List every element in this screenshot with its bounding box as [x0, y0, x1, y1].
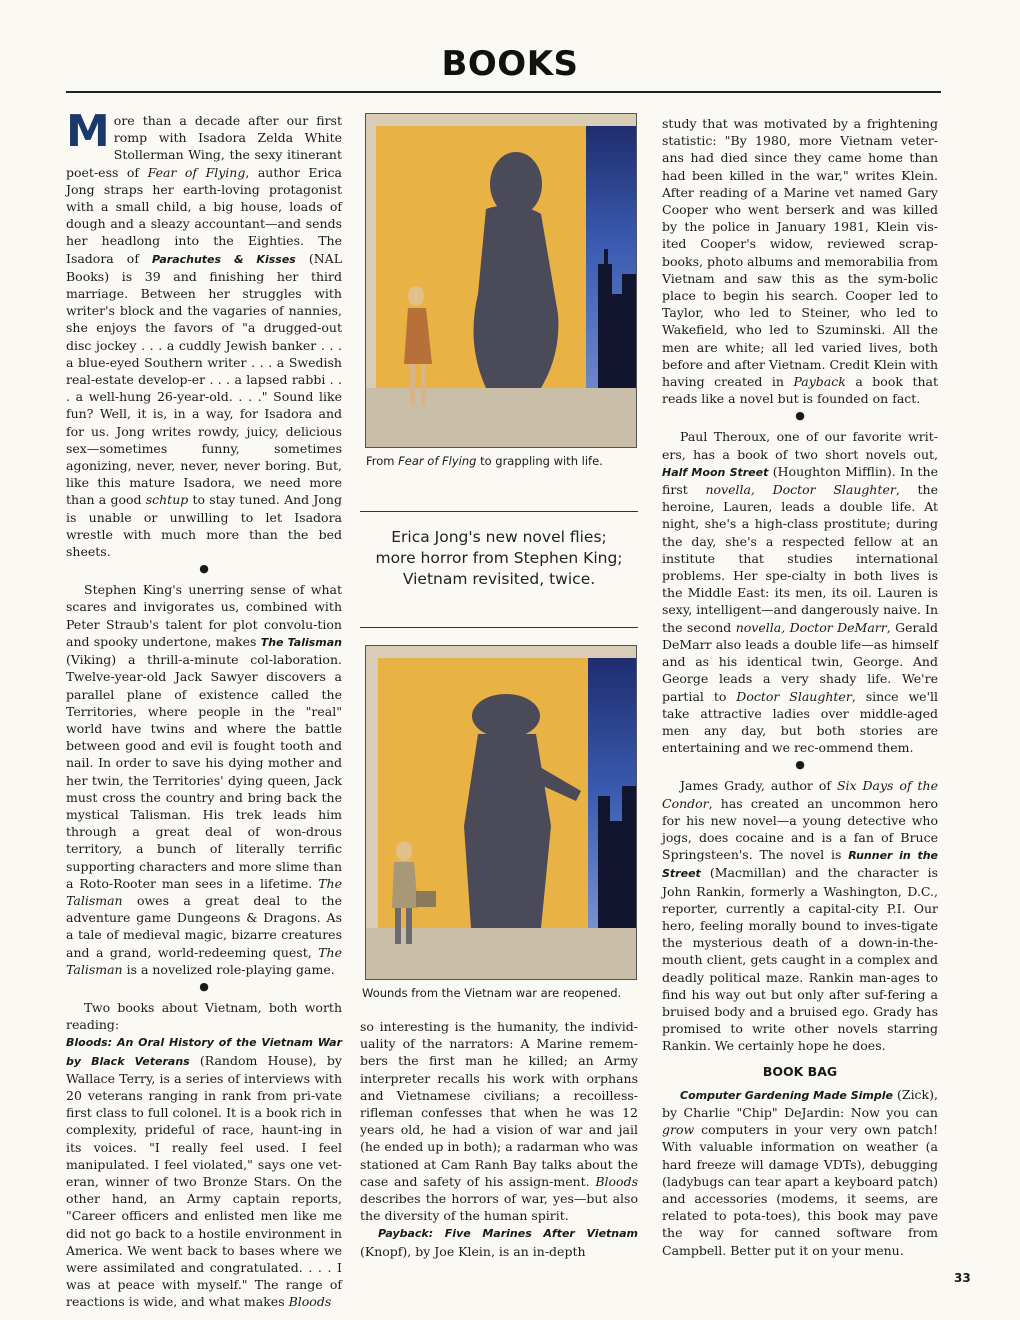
caption-bottom: Wounds from the Vietnam war are reopened.	[362, 986, 622, 1000]
book-title: Payback: Five Marines After Vietnam	[378, 1227, 638, 1241]
book-title: Fear of Flying	[147, 164, 246, 180]
book-title: The Talisman	[260, 635, 342, 649]
column-3	[662, 115, 938, 1259]
section-title: BOOKS	[441, 44, 579, 84]
book-title: Parachutes & Kisses	[151, 252, 296, 266]
jong-review: More than a decade after our first romp with Isadora Zelda White Stollerman Wing, the sexy itinerant poet-ess of Fear of Flying, author Erica Jong straps her earth-loving protagonist with a small child, a big house, loads of dough and a sleazy accountant—and sends her headlong into the Eighties. The Isadora of Parachutes & Kisses (NAL Books) is 39 and finishing her third marriage. Between her struggles with writer's block and the vagaries of nannies, she enjoys the favors of "a drugged-out disc jockey . . . a cuddly Jewish banker . . . a blue-eyed Southern writer . . . a Swedish real-estate develop-er . . . a lapsed rabbi . . . a well-hung 26-year-old. . . ." Sound like fun? Well, it is, in a way, for Isadora and for us. Jong writes rowdy, juicy, delicious sex—sometimes funny, sometimes agonizing, never, never, never boring. But, like this mature Isadora, we need more than a good schtup to stay tuned. And Jong is unable or unwilling to let Isadora wrestle with much more than the bed sheets.	[66, 106, 342, 560]
briefcase-icon	[416, 891, 436, 907]
pull-quote-rule-top	[360, 511, 638, 512]
payback-review-continued: study that was motivated by a frightening statistic: "By 1980, more Vietnam veter-ans had died since they came home than had been killed in the war," writes Klein. After reading of a Marine vet named Gary Cooper who went berserk and was killed by the police in January 1981, Klein vis-ited Cooper's widow, reviewed scrap-books, photo albums and memorabilia from Vietnam and saw this as the sym-bolic place to begin his search. Cooper led to Taylor, who led to Steiner, who led to Wakefield, who led to Szuminski. All the men are white; all led varied lives, both before and after Vietnam. Credit Klein with having created in Payback a book that reads like a novel but is founded on fact.	[662, 116, 938, 407]
vietnam-intro: Two books about Vietnam, both worth reading:	[66, 999, 342, 1033]
king-review: Stephen King's unerring sense of what scares and invigorates us, combined with Peter Straub's talent for plot convolu-tion and spooky undertone, makes The Talisman (Viking) a thrill-a-minute col-laboration. Twelve-year-old Jack Sawyer discovers a parallel plane of existence called the Territories, where people in the "real" world have twins and where the battle between good and evil is fought tooth and nail. In order to save his dying mother and her twin, the Territories' dying queen, Jack must cross the country and bring back the mystical Talisman. His trek leads him through a great deal of won-drous territory, a bunch of literally terrific supporting characters and more slime than a Roto-Rooter man sees in a lifetime. The Talisman owes a great deal to the adventure game Dungeons & Dragons. As a tale of medieval magic, bizarre creatures and a grand, world-redeeming quest, The Talisman is a novelized role-playing game.	[66, 582, 342, 977]
illustration-fear-of-flying	[365, 113, 637, 448]
book-title: Half Moon Street	[662, 465, 769, 479]
grady-review: James Grady, author of Six Days of the Condor, has created an uncommon hero for his new novel—a young detective who jogs, does cocaine and is a fan of Bruce Springsteen's. The novel is Runner in the Street (Macmillan) and the character is John Rankin, formerly a Washington, D.C., reporter, currently a capital-city P.I. Our hero, feeling morally bound to inves-tigate the mysterious death of a down-in-the-mouth client, gets caught in a complex and deadly political maze. Rankin man-ages to find his way out but only after suf-fering a bruised body and a bruised ego. Grady has promised to write other novels starring Rankin. We certainly hope he does.	[662, 778, 938, 1054]
illustration-vietnam	[365, 645, 637, 980]
pull-quote-rule-bottom	[360, 627, 638, 628]
theroux-review: Paul Theroux, one of our favorite writ-ers, has a book of two short novels out, Half Moon Street (Houghton Mifflin). In the first novella, Doctor Slaughter, the heroine, Lauren, leads a double life. At night, she's a high-class prostitute; during the day, she's a respected fellow at an institute that studies international problems. Her spe-cialty in both lives is the Middle East: its men, its oil. Lauren is sexy, intelligent—and dangerously naive. In the second novella, Doctor DeMarr, Gerald DeMarr also leads a double life—as himself and as his identical twin, George. And George leads a very shady life. We're partial to Doctor Slaughter, since we'll take attractive ladies over middle-aged men any day, but both stories are entertaining and we rec-ommend them.	[662, 429, 939, 756]
pull-quote: Erica Jong's new novel flies; more horror from Stephen King; Vietnam revisited, twice.	[375, 528, 623, 588]
bloods-review-continued: so interesting is the humanity, the individ-uality of the narrators: A Marine remem-bers the first man he killed; an Army interpreter recalls his work with orphans and Vietnamese civilians; a recoilless-rifleman confesses that when he was 12 years old, he had a vision of war and jail (he ended up in both); a radarman who was stationed at Cam Ranh Bay talks about the case and safety of his assign-ment. Bloods describes the horrors of war, yes—but also the diversity of the human spirit.	[360, 1019, 638, 1224]
page-number: 33	[954, 1271, 971, 1285]
header-rule	[66, 91, 941, 93]
section-bullet: ●	[199, 979, 209, 993]
drop-cap: M	[66, 106, 110, 157]
section-bullet: ●	[795, 758, 805, 772]
section-bullet: ●	[199, 562, 209, 576]
section-bullet: ●	[795, 409, 805, 423]
book-title: Runner in the Street	[662, 849, 938, 881]
caption-top: From Fear of Flying to grappling with life.	[366, 454, 603, 468]
book-title: Bloods: An Oral History of the Vietnam War by Black Veterans	[66, 1036, 342, 1068]
book-bag-review: Computer Gardening Made Simple (Zick), by Charlie "Chip" DeJardin: Now you can grow computers in your very own patch! With valuable information on weather (a hard freeze will damage VDTs), debugging (ladybugs can tear apart a keyboard patch) and accessories (modems, it seems, are related to pota-toes), this book may pave the way for canned software from Campbell. Better put it on your menu.	[662, 1086, 938, 1258]
column-1	[66, 106, 342, 1311]
payback-review: Payback: Five Marines After Vietnam (Knopf), by Joe Klein, is an in-depth	[360, 1227, 638, 1259]
bloods-review: Bloods: An Oral History of the Vietnam War by Black Veterans (Random House), by Wallace Terry, is a series of interviews with 20 veterans ranging in rank from pri-vate first class to full colonel. It is a book rich in complexity, prideful of race, haunt-ing in its voices. "I really feel used. I feel manipulated. I feel violated," says one vet-eran, winner of two Bronze Stars. On the other hand, an Army captain reports, "Career officers and enlisted men like me did not go back to a hostile environment in America. We went back to bases where we were assimilated and congratulated. . . . I was at peace with myself." The range of reactions is wide, and what makes Bloods	[66, 1036, 342, 1310]
book-bag-heading: BOOK BAG	[762, 1063, 838, 1079]
book-title: Computer Gardening Made Simple	[680, 1088, 893, 1102]
column-2-text	[360, 1018, 638, 1260]
